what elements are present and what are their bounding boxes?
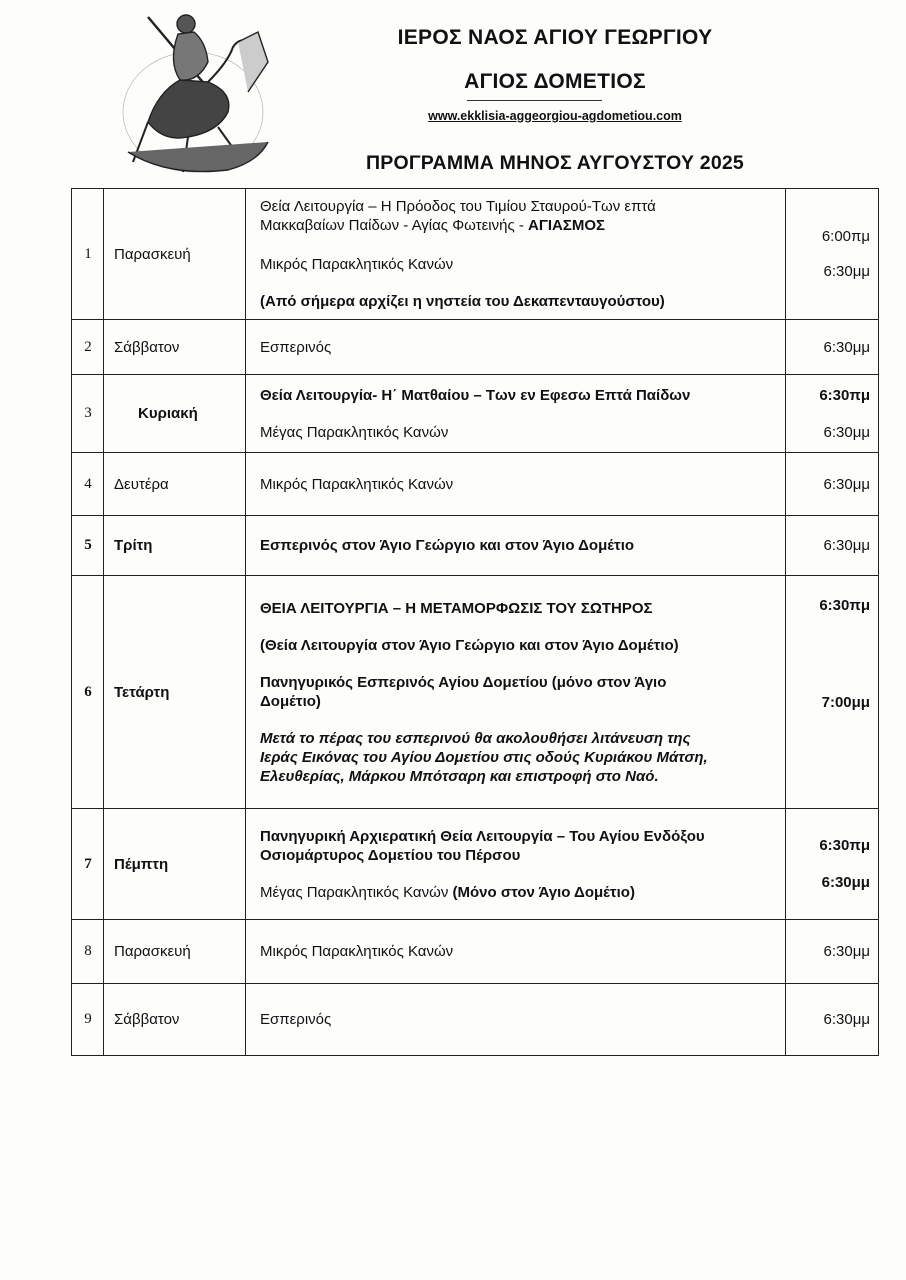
service-cell	[246, 375, 786, 453]
day-name: Τρίτη	[104, 516, 246, 576]
schedule-title: ΠΡΟΓΡΑΜΜΑ ΜΗΝΟΣ ΑΥΓΟΥΣΤΟΥ 2025	[366, 152, 744, 174]
service-time: 6:30μμ	[786, 453, 879, 516]
service-time: 6:30μμ	[821, 874, 870, 891]
day-name: Δευτέρα	[104, 453, 246, 516]
table-row	[72, 516, 879, 576]
service-time: 6:00πμ	[821, 228, 870, 245]
service-cell	[246, 189, 786, 320]
table-row	[72, 189, 879, 320]
day-number: 7	[72, 809, 104, 920]
service-line: (Θεία Λειτουργία στον Άγιο Γεώργιο και στον Άγιο Δομέτιο)	[260, 636, 679, 654]
service-cell	[246, 809, 786, 920]
service-line: Πανηγυρική Αρχιερατική Θεία Λειτουργία – Του Αγίου Ενδόξου	[260, 827, 705, 845]
service-note: Ελευθερίας, Μάρκου Μπότσαρη και επιστροφή στο Ναό.	[260, 767, 659, 785]
service-line: Μέγας Παρακλητικός Κανών	[260, 423, 449, 441]
day-number: 9	[72, 984, 104, 1056]
table-row	[72, 453, 879, 516]
service-time: 6:30μμ	[786, 920, 879, 984]
day-name: Τετάρτη	[104, 576, 246, 809]
service-line: Πανηγυρικός Εσπερινός Αγίου Δομετίου (μόνο στον Άγιο	[260, 673, 667, 691]
day-name: Παρασκευή	[104, 189, 246, 320]
day-number: 6	[72, 576, 104, 809]
day-number: 5	[72, 516, 104, 576]
church-name: ΙΕΡΟΣ ΝΑΟΣ ΑΓΙΟΥ ΓΕΩΡΓΙΟΥ	[397, 26, 713, 49]
day-number: 3	[72, 375, 104, 453]
service-line: Μέγας Παρακλητικός Κανών (Μόνο στον Άγιο Δομέτιο)	[260, 883, 635, 901]
time-cell	[786, 576, 879, 809]
service-line: Εσπερινός στον Άγιο Γεώργιο και στον Άγιο Δομέτιο	[246, 516, 786, 576]
service-time: 6:30πμ	[819, 386, 870, 404]
table-row	[72, 320, 879, 375]
time-cell	[786, 375, 879, 453]
service-note: Ιεράς Εικόνας του Αγίου Δομετίου στις οδούς Κυριάκου Μάτση,	[260, 748, 708, 766]
service-cell	[246, 576, 786, 809]
parish-name: ΑΓΙΟΣ ΔΟΜΕΤΙΟΣ	[464, 70, 646, 93]
saint-george-icon	[108, 2, 278, 180]
day-number: 1	[72, 189, 104, 320]
table-row	[72, 920, 879, 984]
service-time: 6:30μμ	[786, 516, 879, 576]
service-note: Μετά το πέρας του εσπερινού θα ακολουθήσει λιτάνευση της	[260, 729, 691, 747]
day-number: 2	[72, 320, 104, 375]
service-line: Εσπερινός	[246, 320, 786, 375]
service-time: 6:30μμ	[786, 984, 879, 1056]
service-line: Εσπερινός	[246, 984, 786, 1056]
service-time: 6:30μμ	[823, 423, 870, 441]
service-line: Θεία Λειτουργία- Η΄ Ματθαίου – Των εν Εφεσω Επτά Παίδων	[260, 386, 691, 404]
time-cell	[786, 809, 879, 920]
schedule-table	[71, 188, 879, 1056]
day-number: 8	[72, 920, 104, 984]
service-line: ΘΕΙΑ ΛΕΙΤΟΥΡΓΙΑ – Η ΜΕΤΑΜΟΡΦΩΣΙΣ ΤΟΥ ΣΩΤΗΡΟΣ	[260, 599, 653, 617]
day-name: Κυριακή	[104, 375, 246, 453]
service-time: 6:30μμ	[823, 263, 870, 280]
service-line: Μικρός Παρακλητικός Κανών	[246, 453, 786, 516]
table-row	[72, 984, 879, 1056]
day-name: Σάββατον	[104, 984, 246, 1056]
service-line: Οσιομάρτυρος Δομετίου του Πέρσου	[260, 846, 521, 864]
service-line: Μακκαβαίων Παίδων - Αγίας Φωτεινής - ΑΓΙΑΣΜΟΣ	[260, 217, 606, 234]
table-row	[72, 375, 879, 453]
service-time: 6:30πμ	[819, 597, 870, 614]
service-line: Μικρός Παρακλητικός Κανών	[260, 256, 454, 273]
service-time: 6:30πμ	[819, 837, 870, 854]
service-time: 7:00μμ	[821, 694, 870, 711]
website-link[interactable]: www.ekklisia-aggeorgiou-agdometiou.com	[428, 109, 682, 123]
time-cell	[786, 189, 879, 320]
service-line: Μικρός Παρακλητικός Κανών	[246, 920, 786, 984]
service-time: 6:30μμ	[786, 320, 879, 375]
day-name: Σάββατον	[104, 320, 246, 375]
header-divider	[467, 100, 602, 101]
service-note: (Από σήμερα αρχίζει η νηστεία του Δεκαπενταυγούστου)	[260, 293, 665, 310]
table-row	[72, 576, 879, 809]
service-line: Δομέτιο)	[260, 692, 321, 710]
day-number: 4	[72, 453, 104, 516]
day-name: Πέμπτη	[104, 809, 246, 920]
service-line: Θεία Λειτουργία – Η Πρόοδος του Τιμίου Σταυρού-Των επτά	[260, 198, 656, 215]
table-row	[72, 809, 879, 920]
day-name: Παρασκευή	[104, 920, 246, 984]
